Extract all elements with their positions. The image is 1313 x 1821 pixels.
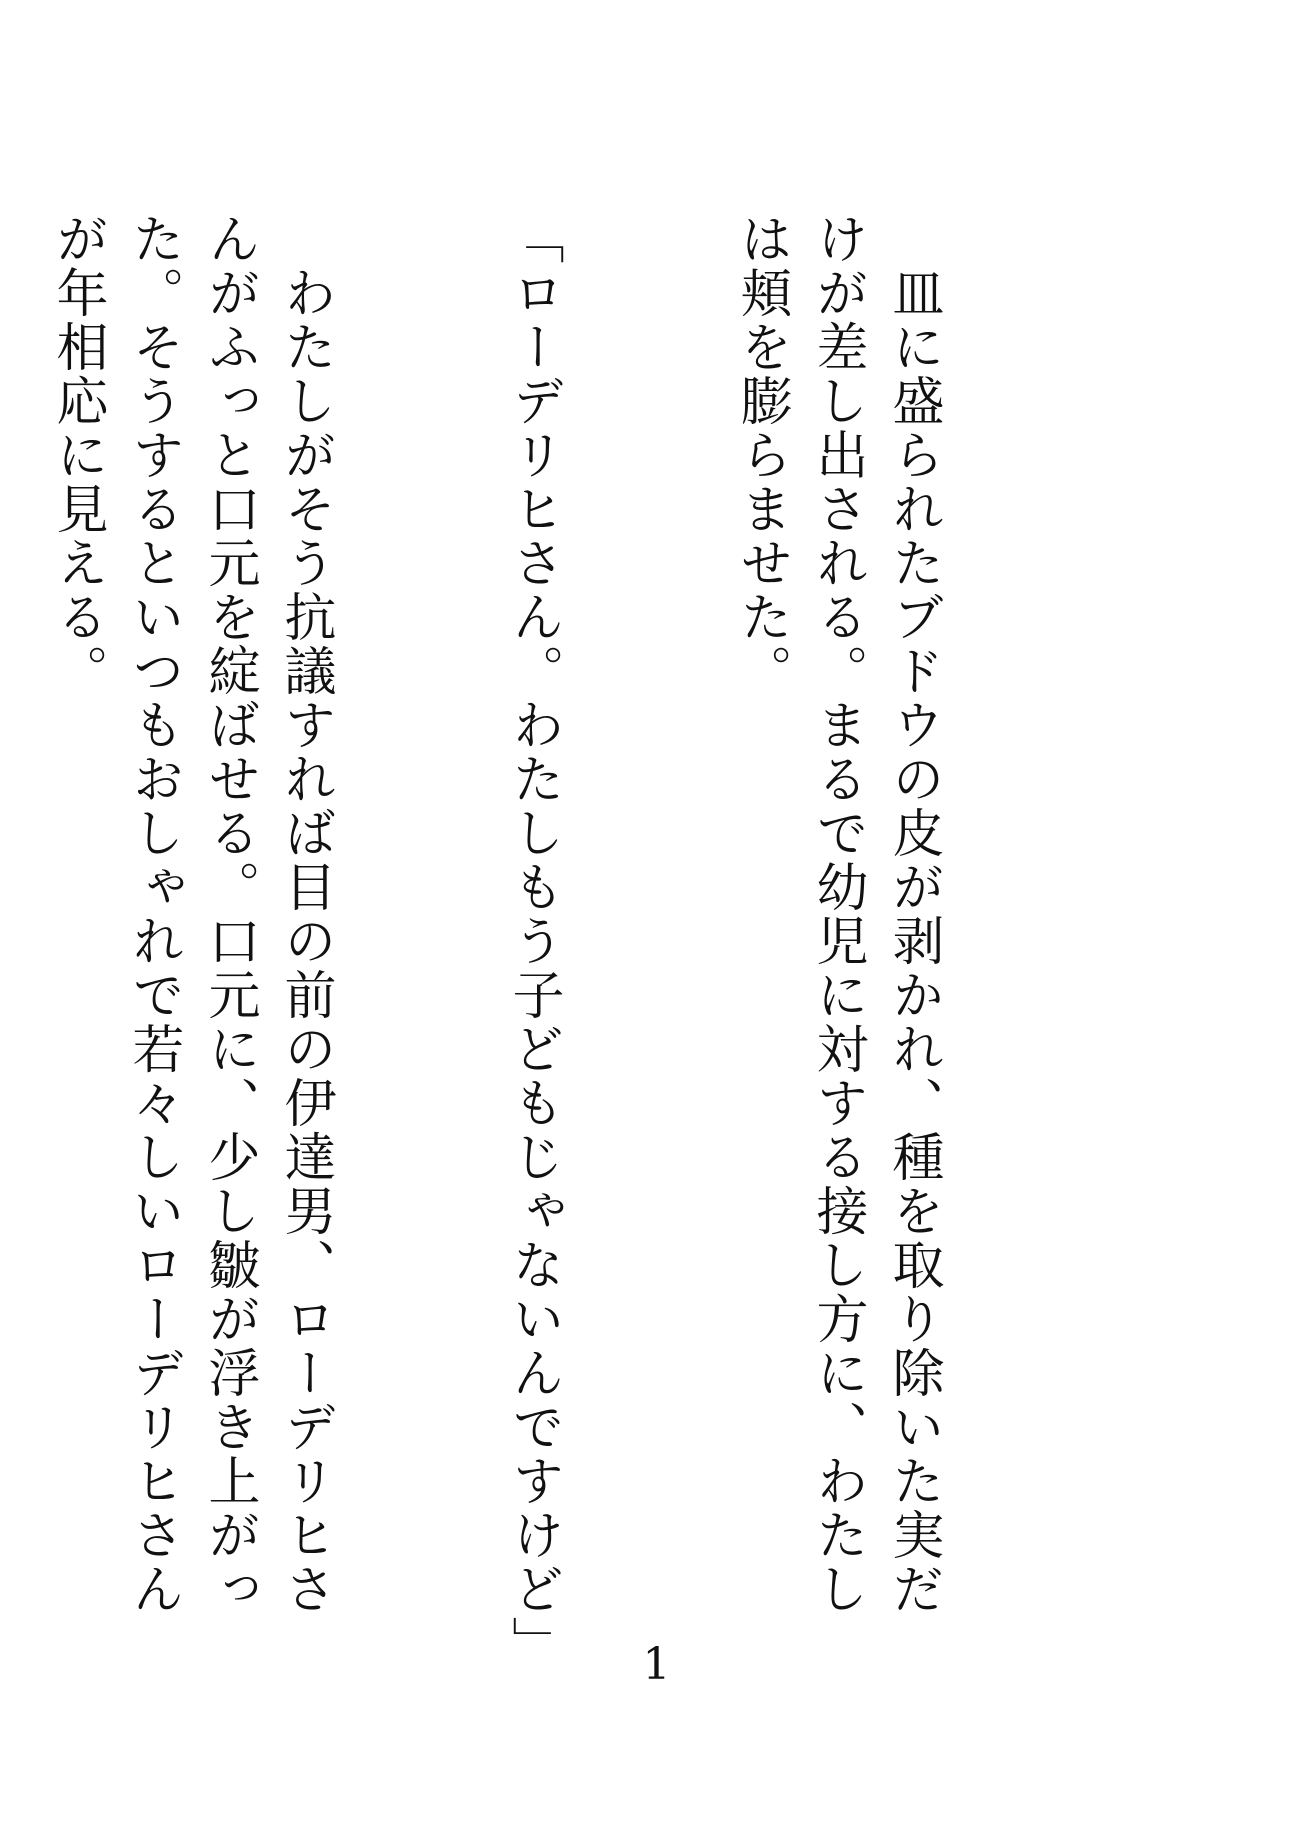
paragraph: わたしがそう抗議すれば目の前の伊達男、ローデリヒさんがふっと口元を綻ばせる。口元に、少し皺が浮き上がった。そうするといつもおしゃれで若々しいローデリヒさんが年相応に見える。	[47, 212, 335, 1616]
paragraph: 皿に盛られたブドウの皮が剥かれ、種を取り除いた実だけが差し出される。まるで幼児に対する接し方に、わたしは頬を膨らませた。	[731, 212, 943, 1616]
page-number: 1	[642, 1639, 671, 1690]
body-text	[47, 212, 1103, 1670]
dialogue-paragraph: 「ローデリヒさん。わたしもう子どもじゃないんですけど」	[503, 212, 563, 1670]
